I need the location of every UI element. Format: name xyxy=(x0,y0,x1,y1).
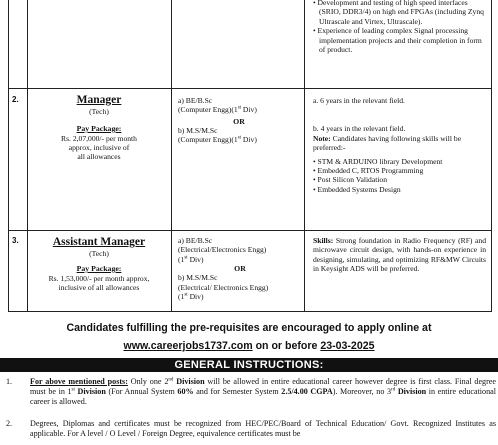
experience-b: b. 4 years in the relevant field. xyxy=(313,124,406,134)
instruction-number: 2. xyxy=(6,419,13,428)
experience-manager xyxy=(313,96,487,194)
careers-website-link[interactable]: www.careerjobs1737.com xyxy=(123,340,253,352)
qualification-a-field: (Electrical/Electronics Engg) xyxy=(178,245,267,255)
qualification-manager xyxy=(178,96,300,145)
skill-item: • Embedded C, RTOS Programming xyxy=(313,166,424,176)
note-label: Note: xyxy=(313,133,331,143)
pay-line: approx, inclusive of xyxy=(68,143,130,153)
qualification-assistant-manager xyxy=(178,236,302,301)
instruction-item-1 xyxy=(6,377,496,408)
serial-number: 2. xyxy=(12,95,19,104)
skills-label: Skills: xyxy=(313,236,334,245)
note-text: Candidates having following skills will be preferred:- xyxy=(313,133,462,153)
qualification-b-division: (1st Div) xyxy=(178,292,204,302)
post-subtitle: (Tech) xyxy=(89,249,109,258)
apply-line-1: Candidates fulfilling the pre-requisites are encouraged to apply online at xyxy=(66,322,432,334)
qualification-b-field: (Electrical/ Electronics Engg) xyxy=(178,282,269,292)
qualification-b: b) M.S/M.Sc xyxy=(178,125,218,135)
instruction-text: Degrees, Diplomas and certificates must be recognized from HEC/PEC/Board of Technical Education/ Govt. Recognized Institutes as applicable. For A level / O Level / Foreign Degree, equivalence certificates must be xyxy=(30,419,496,439)
apply-line-2 xyxy=(0,340,498,353)
skill-item: • Embedded Systems Design xyxy=(313,184,401,194)
instruction-text xyxy=(30,377,496,408)
instruction-number: 1. xyxy=(6,377,13,386)
note xyxy=(313,134,487,153)
post-title: Manager xyxy=(76,94,122,106)
row1-requirements xyxy=(313,0,485,54)
pay-package-heading: Pay Package: xyxy=(76,264,122,273)
post-subtitle: (Tech) xyxy=(89,107,109,116)
post-title: Assistant Manager xyxy=(52,236,146,248)
skills-text: Strong foundation in Radio Frequency (RF) and microwave circuit design, with hands-on experience in designing, simulating, and optimizing RF&MW Circuits in Keysight ADS will be preferred. xyxy=(313,236,487,274)
qualification-a: a) BE/B.Sc xyxy=(178,96,213,105)
skill-item: • Post Silicon Validation xyxy=(313,175,388,185)
instruction-lead: For above mentioned posts: xyxy=(30,377,128,386)
post-assistant-manager xyxy=(30,236,168,292)
pay-line: inclusive of all allowances xyxy=(58,283,140,293)
or-separator: OR xyxy=(234,264,246,274)
instruction-body: Only one 2nd Division will be allowed in entire educational career however degree is first class. Final degree must be in 1st Division (For Annual System 60% and for Semester System 2.5/4.00 CGPA). Moreover, no 3rd Division in entire educational career is allowed. xyxy=(30,377,496,407)
instruction-item-2 xyxy=(6,419,496,439)
skills-assistant-manager xyxy=(313,236,486,274)
pay-package-heading: Pay Package: xyxy=(76,124,122,133)
jobs-table xyxy=(8,0,492,312)
serial-number: 3. xyxy=(12,236,19,245)
general-instructions-heading: GENERAL INSTRUCTIONS: xyxy=(0,358,498,372)
pay-line: Rs. 1,53,000/- per month approx, xyxy=(48,274,150,283)
requirement-item: • Development and testing of high speed interfaces (SRIO, DDR3/4) on high end FPGAs (including Zynq Ultrascale and Virtex, Ultrascale). xyxy=(313,0,484,26)
experience-a: a. 6 years in the relevant field. xyxy=(313,96,405,105)
deadline-date: 23-03-2025 xyxy=(320,340,375,352)
qualification-a-field: (Computer Engg)(1st Div) xyxy=(178,105,257,115)
skill-item: • STM & ARDUINO library Development xyxy=(313,156,443,166)
pay-line: Rs. 2,07,000/- per month xyxy=(61,134,137,143)
or-separator: OR xyxy=(233,116,245,126)
qualification-a-division: (1st Div) xyxy=(178,254,204,264)
qualification-b: b) M.S/M.Sc xyxy=(178,273,218,283)
qualification-b-field: (Computer Engg)(1st Div) xyxy=(178,135,257,145)
requirement-item: • Experience of leading complex Signal processing implementation projects and their completion in form of product. xyxy=(313,26,482,55)
apply-on-or-before: on or before xyxy=(252,340,321,352)
qualification-a: a) BE/B.Sc xyxy=(178,236,213,245)
post-manager xyxy=(32,94,166,162)
pay-line: all allowances xyxy=(77,152,121,162)
